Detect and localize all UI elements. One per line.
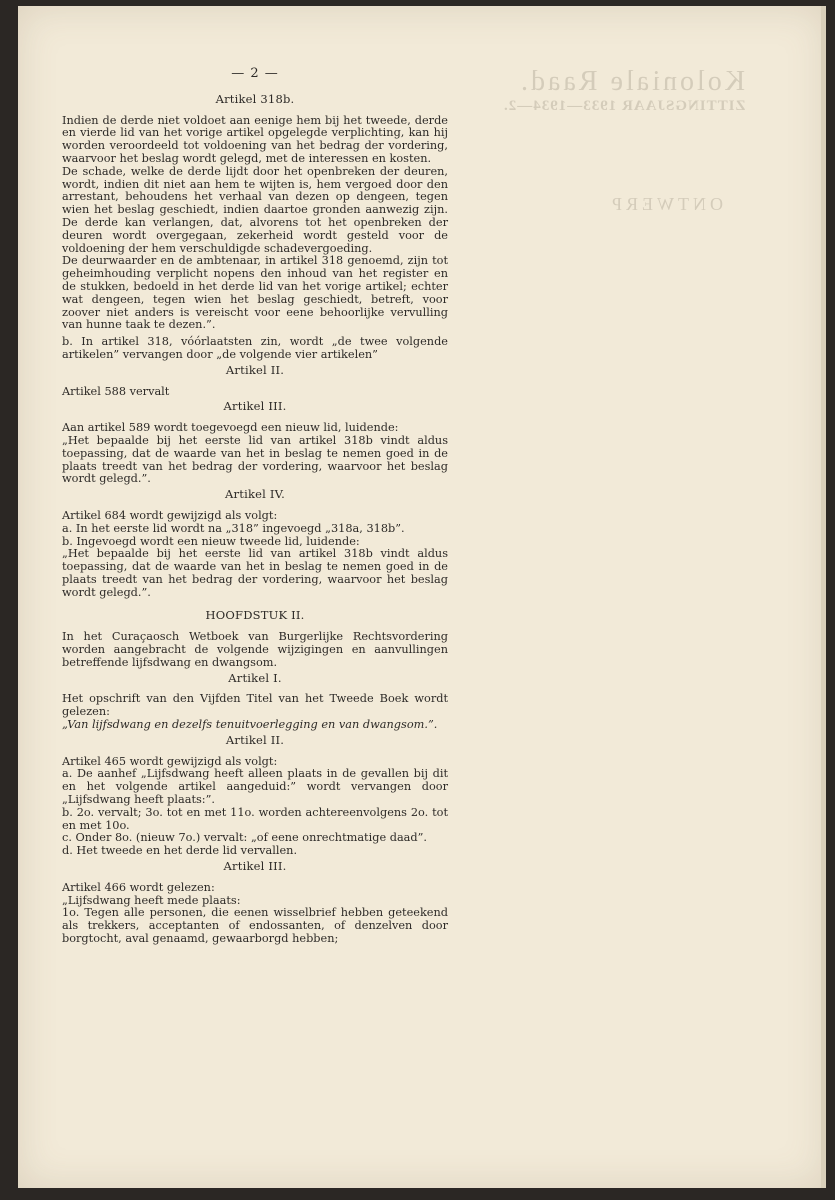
- paragraph: a. In het eerste lid wordt na „318” ingevoegd „318a, 318b”.: [62, 521, 405, 535]
- paragraph: a. De aanhef „Lijfsdwang heeft alleen plaats in de gevallen bij dit en het volgende artikel aangeduid:” wordt vervangen door „Lijfsdwang heeft plaats:”.: [62, 767, 448, 807]
- paragraph: Het opschrift van den Vijfden Titel van het Tweede Boek wordt gelezen:: [62, 692, 448, 719]
- paragraph: Artikel 684 wordt gewijzigd als volgt:: [62, 508, 278, 522]
- bleed-through-title: Koloniale Raad.: [518, 66, 745, 97]
- page-text-column: [62, 68, 448, 946]
- paragraph: Aan artikel 589 wordt toegevoegd een nieuw lid, luidende:: [62, 421, 399, 435]
- paragraph: b. Ingevoegd wordt een nieuw tweede lid, luidende:: [62, 534, 360, 548]
- article-heading: Artikel II.: [225, 732, 285, 747]
- article-heading: Artikel IV.: [225, 487, 285, 502]
- paragraph: c. Onder 8o. (nieuw 7o.) vervalt: „of eene onrechtmatige daad”.: [62, 831, 428, 845]
- bleed-through-stamp: ONTWERP: [608, 194, 723, 214]
- paragraph: Indien de derde niet voldoet aan eenige hem bij het tweede, derde en vierde lid van het vorige artikel opgelegde verplichting, kan hij worden veroordeeld tot voldoening van het bedrag der vordering, waarvoor het beslag wordt gelegd, met de interessen en kosten.: [62, 113, 448, 165]
- article-heading: Artikel II.: [225, 362, 285, 377]
- paragraph: In het Curaçaosch Wetboek van Burgerlijke Rechtsvordering worden aangebracht de volgende wijzigingen en aanvullingen betreffende lijfsdwang en dwangsom.: [62, 630, 448, 669]
- paragraph: De schade, welke de derde lijdt door het openbreken der deuren, wordt, indien dit niet aan hem te wijten is, hem vergoed door den arrestant, behoudens het verhaal van dezen op dengeen, tegen wien het beslag geschiedt, indien daartoe gronden aanwezig zijn. De derde kan verlangen, dat, alvorens tot het openbreken der deuren wordt overgegaan, zekerheid wordt gesteld voor de voldoening der hem verschuldigde schadevergoeding.: [62, 164, 448, 255]
- paragraph: Artikel 465 wordt gewijzigd als volgt:: [62, 754, 278, 768]
- article-heading: Artikel III.: [223, 859, 287, 874]
- paragraph: „Het bepaalde bij het eerste lid van artikel 318b vindt aldus toepassing, dat de waarde van het in beslag te nemen goed in de plaats treedt van het bedrag der vordering, waarvoor het beslag wordt gelegd.”.: [62, 433, 448, 486]
- paragraph: Artikel 588 vervalt: [62, 384, 170, 398]
- article-heading: Artikel III.: [223, 399, 287, 414]
- article-heading: Artikel 318b.: [215, 91, 295, 106]
- paragraph: „Lijfsdwang heeft mede plaats:: [62, 893, 241, 907]
- document-page: [18, 6, 826, 1188]
- paragraph: b. In artikel 318, vóórlaatsten zin, wordt „de twee volgende artikelen” vervangen door „de volgende vier artikelen”: [62, 335, 448, 361]
- paragraph: Artikel 466 wordt gelezen:: [62, 880, 215, 894]
- bleed-through-subtitle: ZITTINGSJAAR 1933—1934—2.: [503, 98, 746, 114]
- article-heading: Artikel I.: [228, 670, 282, 685]
- paragraph: d. Het tweede en het derde lid vervallen.: [62, 844, 298, 858]
- chapter-heading: HOOFDSTUK II.: [205, 608, 305, 623]
- paragraph: b. 2o. vervalt; 3o. tot en met 11o. worden achtereenvolgens 2o. tot en met 10o.: [62, 805, 448, 832]
- page-number: — 2 —: [231, 66, 279, 81]
- paragraph: „Van lijfsdwang en dezelfs tenuitvoerlegging en van dwangsom.”.: [62, 718, 438, 732]
- page-edge: [821, 6, 826, 1188]
- text-blocks: [62, 93, 448, 946]
- paragraph: „Het bepaalde bij het eerste lid van artikel 318b vindt aldus toepassing, dat de waarde van het in beslag te nemen goed in de plaats treedt van het bedrag der vordering, waarvoor het beslag wordt gelegd.”.: [62, 547, 448, 599]
- paragraph: De deurwaarder en de ambtenaar, in artikel 318 genoemd, zijn tot geheimhouding verplicht nopens den inhoud van het register en de stukken, bedoeld in het derde lid van het vorige artikel; echter wat dengeen, tegen wien het beslag geschiedt, betreft, voor zoover niet anders is vereischt voor eene behoorlijke vervulling van hunne taak te dezen.”.: [62, 254, 448, 332]
- paragraph: 1o. Tegen alle personen, die eenen wisselbrief hebben geteekend als trekkers, acceptanten of endossanten, of denzelven door borgtocht, aval genaamd, gewaarborgd hebben;: [62, 906, 448, 946]
